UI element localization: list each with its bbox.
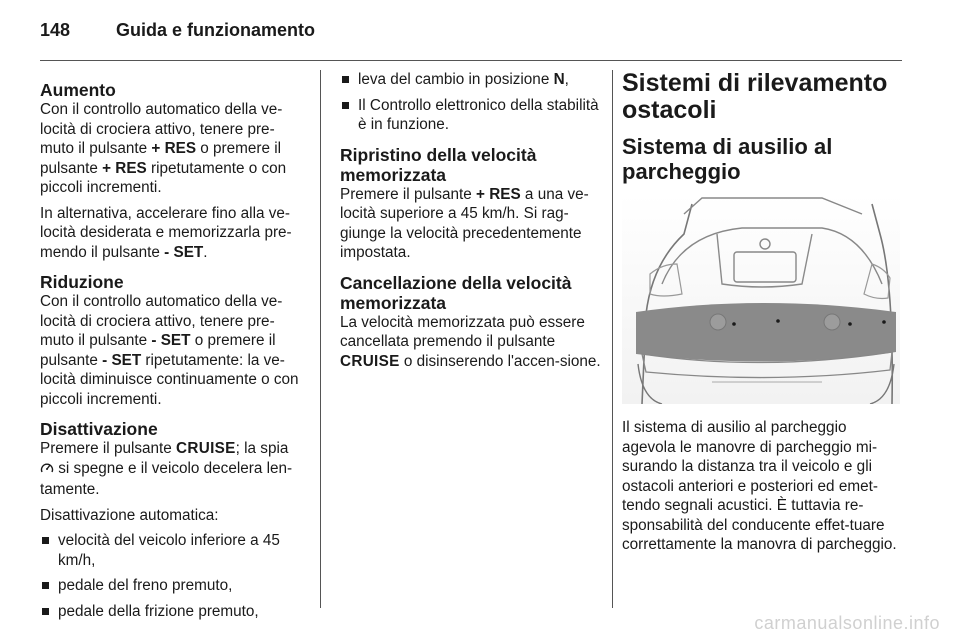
paragraph-auto-deactivation: Disattivazione automatica:: [40, 506, 219, 524]
heading-riduzione: Riduzione: [40, 272, 124, 292]
column-divider-1: [320, 70, 321, 608]
header-divider: [40, 60, 902, 61]
auto-deactivation-list: [40, 531, 302, 621]
cruise-control-lamp-icon: [40, 461, 54, 481]
column-2: [340, 70, 602, 377]
heading-aumento: Aumento: [40, 80, 116, 100]
paragraph-aumento-1: Con il controllo automatico della ve-locità di crociera attivo, tenere pre-muto il pulsante + RES o premere il pulsante + RES ripetutamente o con piccoli incrementi.: [40, 101, 287, 196]
list-item: pedale del freno premuto,: [40, 576, 302, 596]
list-item: leva del cambio in posizione N,: [340, 70, 602, 90]
column-1: [40, 70, 302, 627]
heading-disattivazione: Disattivazione: [40, 419, 158, 439]
column-3: [622, 70, 902, 561]
heading-ripristino: Ripristino della velocità memorizzata: [340, 144, 537, 185]
rear-bumper-parking-sensors-illustration: [622, 194, 900, 404]
paragraph-disattivazione: Premere il pulsante CRUISE; la spia si spegne e il veicolo decelera len-tamente.: [40, 440, 293, 498]
list-item: Il Controllo elettronico della stabilità è in funzione.: [340, 96, 602, 135]
paragraph-ripristino: Premere il pulsante + RES a una ve-locità superiore a 45 km/h. Si rag-giunge la velocità precedentemente impostata.: [340, 185, 589, 261]
auto-deactivation-list-continued: [340, 70, 602, 135]
page-number: 148: [40, 19, 71, 40]
page-header: [40, 10, 315, 50]
list-item: pedale della frizione premuto,: [40, 602, 302, 622]
paragraph-riduzione: Con il controllo automatico della ve-locità di crociera attivo, tenere pre-muto il pulsante - SET o premere il pulsante - SET ripetutamente: la ve-locità diminuisce continuamente o con piccoli incrementi.: [40, 293, 299, 408]
list-item: velocità del veicolo inferiore a 45 km/h,: [40, 531, 302, 570]
paragraph-aumento-2: In alternativa, accelerare fino alla ve-locità desiderata e memorizzarla pre-mendo il pulsante - SET.: [40, 204, 292, 261]
section-title: Sistemi di rilevamento ostacoli: [622, 69, 888, 124]
rear-bumper: [636, 303, 896, 362]
page-title: Guida e funzionamento: [116, 19, 316, 40]
watermark: carmanualsonline.info: [754, 613, 940, 633]
car-rear-illustration: [622, 194, 900, 404]
heading-cancellazione: Cancellazione della velocità memorizzata: [340, 272, 572, 313]
column-divider-2: [612, 70, 613, 608]
paragraph-parking-aid: Il sistema di ausilio al parcheggio agevola le manovre di parcheggio mi-surando la distanza tra il veicolo e gli ostacoli anteriori e posteriori ed emet-tendo segnali acustici. È tuttavia re-sponsabilità del conducente effet-tuare correttamente la manovra di parcheggio.: [622, 419, 897, 553]
paragraph-cancellazione: La velocità memorizzata può essere cancellata premendo il pulsante CRUISE o disinserendo l'accen-sione.: [340, 313, 601, 370]
subsection-title: Sistema di ausilio al parcheggio: [622, 134, 833, 184]
